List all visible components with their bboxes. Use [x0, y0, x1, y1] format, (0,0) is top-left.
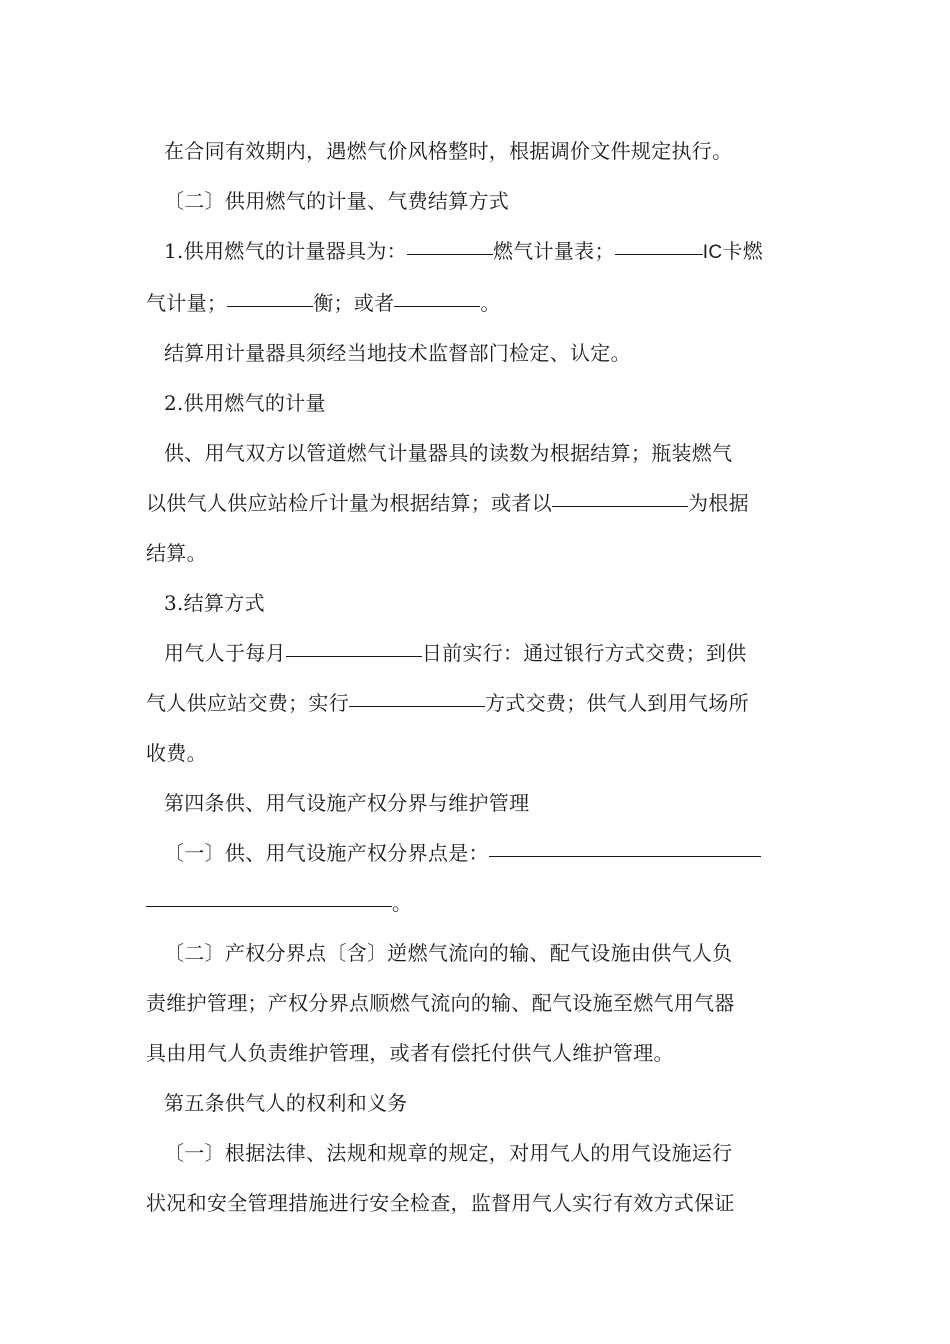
paragraph-metering-devices	[146, 226, 806, 328]
metering-devices-line-1: 1.供用燃气的计量器具为： 燃气计量表； IC卡燃	[164, 239, 764, 263]
blank-field	[615, 253, 703, 255]
paragraph-property-boundary	[146, 828, 806, 928]
paragraph-supplier-rights	[146, 1128, 806, 1228]
blank-field	[146, 905, 392, 907]
maintenance-line-2: 责维护管理；产权分界点顺燃气流向的输、配气设施至燃气用气器	[146, 991, 735, 1015]
paragraph-price-adjustment	[146, 126, 806, 176]
section-heading-settlement-method	[146, 578, 806, 628]
article-four-heading-text: 第四条供、用气设施产权分界与维护管理	[164, 791, 530, 815]
paragraph-settlement-basis	[146, 428, 806, 578]
article-five-heading-text: 第五条供气人的权利和义务	[164, 1091, 408, 1115]
supplier-rights-line-1: 〔一〕根据法律、法规和规章的规定，对用气人的用气设施运行	[164, 1141, 733, 1165]
section-heading-gas-metering	[146, 378, 806, 428]
price-adjustment-text: 在合同有效期内，遇燃气价风格整时，根据调价文件规定执行。	[164, 139, 733, 163]
blank-field	[394, 305, 480, 307]
settlement-basis-line-1: 供、用气双方以管道燃气计量器具的读数为根据结算；瓶装燃气	[164, 441, 733, 465]
property-boundary-line-1: 〔一〕供、用气设施产权分界点是：	[146, 828, 806, 878]
maintenance-line-1: 〔二〕产权分界点〔含〕逆燃气流向的输、配气设施由供气人负	[164, 941, 733, 965]
metering-heading-text: 〔二〕供用燃气的计量、气费结算方式	[164, 189, 510, 213]
paragraph-device-inspection	[146, 328, 806, 378]
settlement-method-heading-text: 3.结算方式	[164, 591, 265, 615]
blank-field	[407, 253, 493, 255]
blank-field	[552, 505, 688, 507]
article-five-heading	[146, 1078, 806, 1128]
payment-methods-line-2: 气人供应站交费；实行 方式交费；供气人到用气场所	[146, 691, 749, 715]
blank-field	[489, 855, 761, 857]
supplier-rights-line-2: 状况和安全管理措施进行安全检查，监督用气人实行有效方式保证	[146, 1191, 735, 1215]
article-four-heading	[146, 778, 806, 828]
blank-field	[227, 305, 313, 307]
device-inspection-text: 结算用计量器具须经当地技术监督部门检定、认定。	[164, 341, 631, 365]
paragraph-payment-methods	[146, 628, 806, 778]
blank-field	[286, 655, 422, 657]
metering-devices-line-2: 气计量； 衡；或者 。	[146, 291, 501, 315]
payment-methods-line-3: 收费。	[146, 741, 207, 765]
settlement-basis-line-3: 结算。	[146, 541, 207, 565]
gas-metering-heading-text: 2.供用燃气的计量	[164, 391, 326, 415]
section-heading-metering	[146, 176, 806, 226]
blank-field	[349, 705, 485, 707]
property-boundary-line-2: 。	[146, 878, 806, 928]
document-page	[146, 126, 806, 1228]
maintenance-line-3: 具由用气人负责维护管理，或者有偿托付供气人维护管理。	[146, 1041, 674, 1065]
paragraph-maintenance-responsibility	[146, 928, 806, 1078]
settlement-basis-line-2: 以供气人供应站检斤计量为根据结算；或者以 为根据	[146, 491, 749, 515]
payment-methods-line-1: 用气人于每月 日前实行：通过银行方式交费；到供	[164, 641, 747, 665]
